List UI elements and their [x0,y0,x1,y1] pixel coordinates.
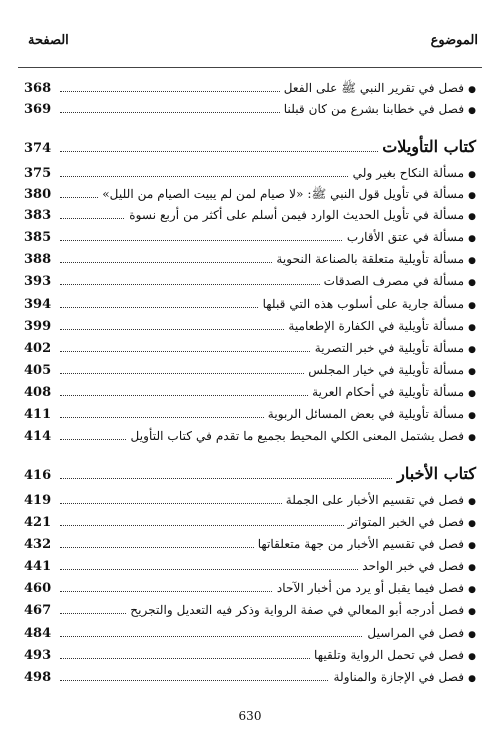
entry-title: ●فصل في تقسيم الأخبار على الجملة [282,493,476,507]
bullet-icon: ● [468,170,476,180]
toc-header [28,33,478,53]
page-number: 419 [24,493,52,508]
entry-title: ●مسألة النكاح بغير ولي [349,166,476,180]
entry-title: ●فصل في خبر الواحد [358,559,476,573]
entry-title: ●مسألة تأويلية في أحكام العرية [308,385,476,399]
entry-title: ●فصل في خطابنا بشرع من كان قبلنا [280,102,476,116]
header-rule [18,67,482,68]
toc-entry [24,363,476,385]
bullet-icon: ● [468,106,476,116]
bullet-icon: ● [468,674,476,684]
page-number: 383 [24,208,52,223]
toc-entry [24,274,476,296]
bullet-icon: ● [468,519,476,529]
toc-entry [24,603,476,625]
toc-entry [24,297,476,319]
bullet-icon: ● [468,367,476,377]
bullet-icon: ● [468,234,476,244]
page-number: 374 [24,141,52,156]
toc-entry [24,648,476,670]
bullet-icon: ● [468,191,476,201]
page-number: 402 [24,341,52,356]
page-number: 411 [24,407,52,422]
page-number: 484 [24,626,52,641]
topic-column-label: الموضوع [430,33,478,48]
page-number: 375 [24,166,52,181]
toc-entry [24,670,476,692]
page-number: 385 [24,230,52,245]
page-number: 416 [24,468,52,483]
toc-entry [24,515,476,537]
entry-title: ●فصل في الخبر المتواتر [344,515,476,529]
page-number: 432 [24,537,52,552]
toc-entry [24,341,476,363]
page-number: 414 [24,429,52,444]
page-number: 393 [24,274,52,289]
toc-entry [24,208,476,230]
page-number: 408 [24,385,52,400]
bullet-icon: ● [468,563,476,573]
book-title: كتاب التأويلات [378,137,476,156]
toc-entry [24,407,476,429]
bullet-icon: ● [468,301,476,311]
toc-entry [24,81,476,103]
entry-title: ●مسألة في عتق الأقارب [343,230,476,244]
entry-title: ●فصل أدرجه أبو المعالي في صفة الرواية وذكر فيه التعديل والتجريح [126,603,476,617]
bullet-icon: ● [468,497,476,507]
page-number: 460 [24,581,52,596]
page-number: 394 [24,297,52,312]
page-number: 467 [24,603,52,618]
entry-title: ●فصل في تقرير النبي ﷺ على الفعل [280,81,476,99]
entry-title: ●فصل في تقسيم الأخبار من جهة متعلقاتها [254,537,476,551]
page-number: 498 [24,670,52,685]
toc-entry [24,626,476,648]
entry-title: ●مسألة في تأويل الحديث الوارد فيمن أسلم على أكثر من أربع نسوة [125,208,476,222]
entry-title: ●فصل في الإجازة والمناولة [329,670,476,684]
entry-title: ●مسألة في مصرف الصدقات [320,274,476,288]
entry-title: ●مسألة تأويلية في خبر التصرية [311,341,476,355]
page-column-label: الصفحة [28,33,69,48]
entry-title: ●مسألة تأويلية في خيار المجلس [304,363,476,377]
page-number: 368 [24,81,52,96]
bullet-icon: ● [468,652,476,662]
bullet-icon: ● [468,411,476,421]
bullet-icon: ● [468,389,476,399]
toc-entry [24,493,476,515]
page-number: 399 [24,319,52,334]
toc-entry [24,319,476,341]
entry-title: ●فصل يشتمل المعنى الكلي المحيط بجميع ما تقدم في كتاب التأويل [127,429,476,443]
entry-title: ●مسألة تأويلية في الكفارة الإطعامية [284,319,476,333]
bullet-icon: ● [468,212,476,222]
book-heading [24,137,476,163]
toc-entry [24,252,476,274]
page-number: 388 [24,252,52,267]
bullet-icon: ● [468,630,476,640]
entry-title: ●فصل فيما يقبل أو يرد من أخبار الآحاد [273,581,476,595]
page-number: 369 [24,102,52,117]
entry-title: ●مسألة تأويلية متعلقة بالصناعة النحوية [272,252,476,266]
bullet-icon: ● [468,85,476,95]
toc-entry [24,537,476,559]
toc-entry [24,166,476,188]
toc-entry [24,102,476,124]
page-number: 493 [24,648,52,663]
bullet-icon: ● [468,607,476,617]
toc-entry [24,429,476,451]
bullet-icon: ● [468,323,476,333]
bullet-icon: ● [468,433,476,443]
toc-entry [24,385,476,407]
bullet-icon: ● [468,256,476,266]
bullet-icon: ● [468,345,476,355]
page-number: 421 [24,515,52,530]
bullet-icon: ● [468,585,476,595]
book-heading [24,464,476,490]
bullet-icon: ● [468,278,476,288]
page-number: 380 [24,187,52,202]
page-number: 441 [24,559,52,574]
entry-title: ●مسألة جارية على أسلوب هذه التي قبلها [259,297,476,311]
toc-entry [24,230,476,252]
page-number: 405 [24,363,52,378]
entry-title: ●مسألة في تأويل قول النبي ﷺ: «لا صيام لمن لم يبيت الصيام من الليل» [98,187,476,205]
entry-title: ●مسألة تأويلية في بعض المسائل الربوية [264,407,476,421]
entry-title: ●فصل في تحمل الرواية وتلقيها [310,648,476,662]
toc-entry [24,559,476,581]
entry-title: ●فصل في المراسيل [363,626,476,640]
toc-entry [24,581,476,603]
bullet-icon: ● [468,541,476,551]
book-title: كتاب الأخبار [393,464,476,483]
toc-entry [24,187,476,209]
page-footer-number: 630 [238,709,262,723]
